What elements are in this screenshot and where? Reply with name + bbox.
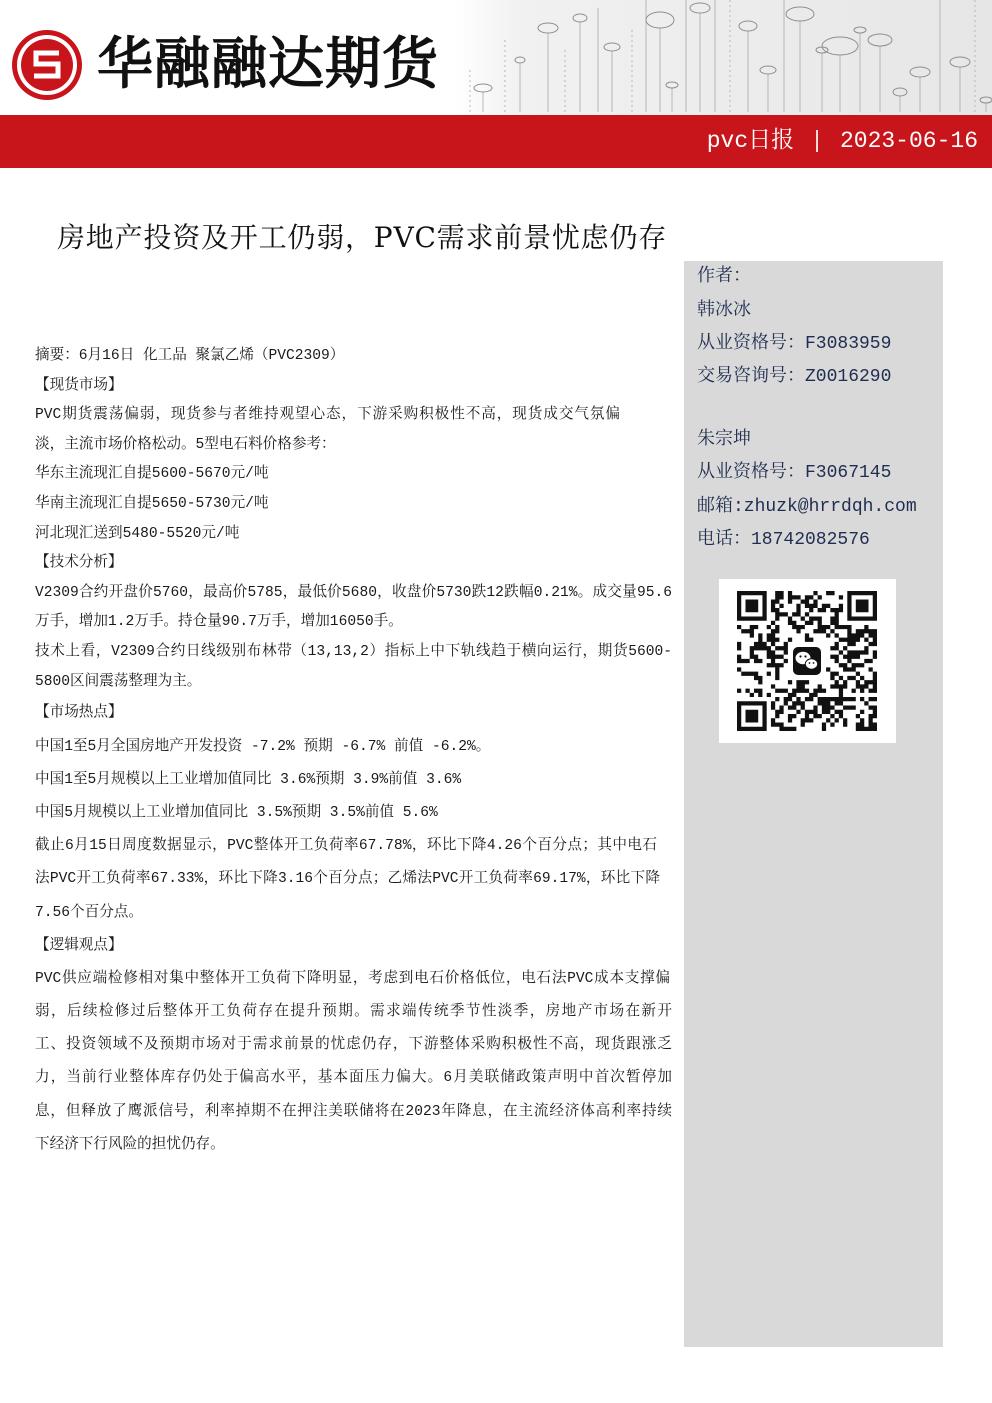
qr-code-card bbox=[719, 579, 896, 743]
author-info bbox=[697, 261, 917, 557]
paragraph-line: V2309合约开盘价5760，最高价5785，最低价5680，收盘价5730跌12跌幅0.21%。成交量95.6 bbox=[35, 584, 672, 601]
price-line: 华东主流现汇自提5600-5670元/吨 bbox=[35, 466, 269, 483]
section-heading-technical-analysis: 【技术分析】 bbox=[35, 555, 123, 572]
paragraph-line: 截止6月15日周度数据显示，PVC整体开工负荷率67.78%，环比下降4.26个百分点；其中电石 bbox=[35, 838, 657, 855]
paragraph-line: 技术上看，V2309合约日线级别布林带（13,13,2）指标上中下轨线趋于横向运行，期货5600- bbox=[35, 643, 672, 660]
paragraph-line: 法PVC开工负荷率67.33%，环比下降3.16个百分点；乙烯法PVC开工负荷率69.17%，环比下降 bbox=[35, 871, 660, 888]
paragraph-line: PVC供应端检修相对集中整体开工负荷下降明显，考虑到电石价格低位，电石法PVC成本支撑偏 bbox=[35, 970, 670, 987]
banner-text bbox=[707, 115, 978, 168]
paragraph-line: 万手，增加1.2万手。持仓量90.7万手，增加16050手。 bbox=[35, 614, 403, 631]
banner-separator: | bbox=[810, 128, 824, 154]
report-title: 房地产投资及开工仍弱，PVC需求前景忧虑仍存 bbox=[57, 221, 668, 254]
paragraph-line: PVC期货震荡偏弱，现货参与者维持观望心态，下游采购积极性不高，现货成交气氛偏 bbox=[35, 407, 620, 424]
summary-line: 摘要：6月16日 化工品 聚氯乙烯（PVC2309） bbox=[35, 348, 345, 364]
section-heading-spot-market: 【现货市场】 bbox=[35, 377, 123, 394]
paragraph-line: 工、投资领域不及预期市场对于需求前景的忧虑仍存，下游整体采购积极性不高，现货跟涨乏 bbox=[35, 1037, 672, 1054]
paragraph-line: 息，但释放了鹰派信号，利率掉期不在押注美联储将在2023年降息，在主流经济体高利率持续 bbox=[35, 1103, 672, 1120]
report-body-bottom bbox=[35, 697, 672, 1162]
paragraph-line: 弱，后续检修过后整体开工负荷存在提升预期。需求端传统季节性淡季，房地产市场在新开 bbox=[35, 1004, 672, 1021]
report-type: pvc日报 bbox=[706, 128, 795, 154]
author-name: 韩冰冰 bbox=[697, 300, 751, 321]
paragraph-line: 淡，主流市场价格松动。5型电石料价格参考： bbox=[35, 436, 336, 453]
authors-label: 作者： bbox=[697, 267, 751, 288]
section-heading-market-hotspots: 【市场热点】 bbox=[35, 705, 123, 722]
wechat-qr-code-icon bbox=[737, 591, 877, 731]
author-qualification: 从业资格号：F3067145 bbox=[697, 463, 892, 484]
report-banner bbox=[0, 115, 992, 168]
report-date: 2023-06-16 bbox=[839, 128, 978, 154]
report-body-top bbox=[35, 342, 672, 697]
price-line: 河北现汇送到5480-5520元/吨 bbox=[35, 525, 240, 542]
brand-name: 华融融达期货 bbox=[97, 32, 439, 97]
author-spacer bbox=[697, 394, 917, 424]
hotspot-item: 中国1至5月全国房地产开发投资 -7.2% 预期 -6.7% 前值 -6.2%。 bbox=[35, 738, 491, 755]
hotspot-item: 中国5月规模以上工业增加值同比 3.5%预期 3.5%前值 5.6% bbox=[35, 804, 438, 821]
author-sidebar bbox=[684, 261, 943, 1347]
author-consulting-number: 交易咨询号：Z0016290 bbox=[697, 366, 892, 387]
paragraph-line: 力，当前行业整体库存仍处于偏高水平，基本面压力偏大。6月美联储政策声明中首次暂停加 bbox=[35, 1070, 672, 1087]
paragraph-line: 7.56个百分点。 bbox=[35, 904, 143, 921]
author-email: 邮箱:zhuzk@hrrdqh.com bbox=[697, 496, 917, 517]
price-line: 华南主流现汇自提5650-5730元/吨 bbox=[35, 495, 269, 512]
paragraph-line: 5800区间震荡整理为主。 bbox=[35, 673, 202, 690]
hotspot-item: 中国1至5月规模以上工业增加值同比 3.6%预期 3.9%前值 3.6% bbox=[35, 771, 462, 788]
author-name: 朱宗坤 bbox=[697, 430, 751, 451]
decorative-lines-icon bbox=[455, 0, 992, 116]
author-qualification: 从业资格号：F3083959 bbox=[697, 333, 892, 354]
author-phone: 电话：18742082576 bbox=[697, 529, 870, 550]
paragraph-line: 下经济下行风险的担忧仍存。 bbox=[35, 1136, 225, 1153]
company-logo-icon bbox=[11, 29, 83, 101]
section-heading-logic-view: 【逻辑观点】 bbox=[35, 937, 123, 954]
